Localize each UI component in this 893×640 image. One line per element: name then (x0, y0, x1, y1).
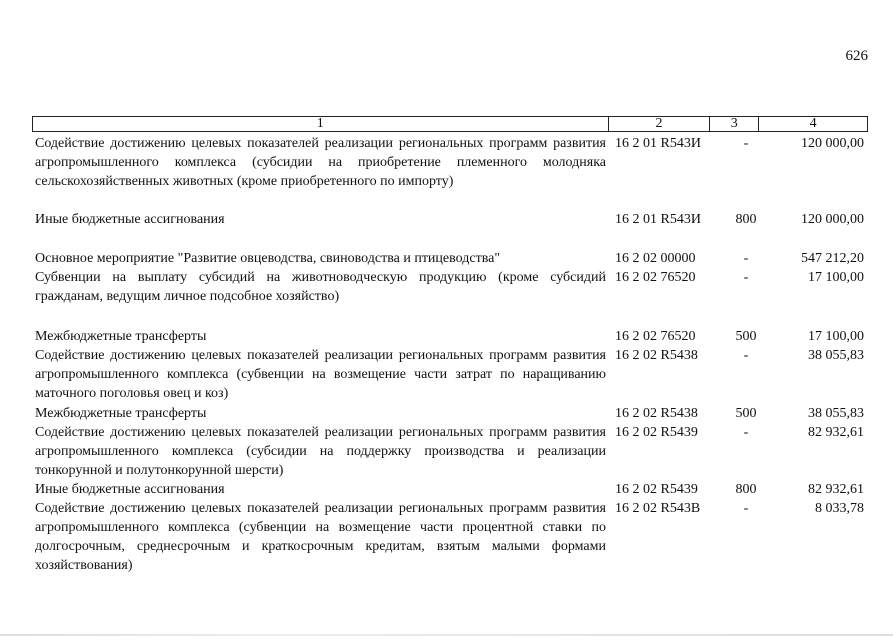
row-description: Содействие достижению целевых показателей реализации региональных программ развития агропромышленного комплекса (субсидии на приобретение племенного молодняка сельскохозяйственных животных (кроме приобретенного по импорту) (35, 136, 606, 189)
row-type: - (743, 136, 749, 151)
row-type: - (743, 251, 749, 266)
row-type: - (743, 501, 749, 516)
row-amount: 17 100,00 (808, 329, 864, 344)
column-header-2: 2 (608, 117, 710, 132)
row-description: Основное мероприятие "Развитие овцеводства, свиноводства и птицеводства" (35, 251, 501, 266)
row-amount: 120 000,00 (801, 212, 864, 227)
row-code: 16 2 02 00000 (615, 251, 696, 266)
row-code: 16 2 02 R5439 (615, 482, 698, 497)
row-type: - (743, 270, 749, 285)
row-code: 16 2 02 R5438 (615, 348, 698, 363)
row-amount: 82 932,61 (808, 425, 864, 440)
column-header-3: 3 (710, 117, 759, 132)
row-amount: 547 212,20 (801, 251, 864, 266)
row-type: 800 (735, 212, 757, 227)
row-code: 16 2 02 R5439 (615, 425, 698, 440)
row-code: 16 2 02 R543В (615, 501, 701, 516)
row-code: 16 2 02 76520 (615, 329, 696, 344)
row-amount: 38 055,83 (808, 348, 864, 363)
row-code: 16 2 02 R5438 (615, 406, 698, 421)
row-description: Содействие достижению целевых показателей реализации региональных программ развития агропромышленного комплекса (субвенции на возмещение части процентной ставки по долгосрочным, среднесрочным и краткосрочным кредитам, взятым малыми формами хозяйствования) (35, 501, 606, 573)
row-amount: 120 000,00 (801, 136, 864, 151)
row-description: Межбюджетные трансферты (35, 329, 207, 344)
row-description: Субвенции на выплату субсидий на животноводческую продукцию (кроме субсидий гражданам, ведущим личное подсобное хозяйство) (35, 270, 606, 304)
row-amount: 8 033,78 (815, 501, 864, 516)
column-header-1: 1 (33, 117, 609, 132)
row-type: 800 (735, 482, 757, 497)
row-type: - (743, 348, 749, 363)
row-code: 16 2 02 76520 (615, 270, 696, 285)
row-amount: 17 100,00 (808, 270, 864, 285)
row-amount: 82 932,61 (808, 482, 864, 497)
row-type: - (743, 425, 749, 440)
row-description: Содействие достижению целевых показателей реализации региональных программ развития агропромышленного комплекса (субвенции на возмещение части затрат по наращиванию маточного поголовья овец и коз) (35, 348, 606, 401)
row-type: 500 (735, 329, 757, 344)
column-header-4: 4 (759, 117, 868, 132)
row-type: 500 (735, 406, 757, 421)
row-description: Межбюджетные трансферты (35, 406, 207, 421)
row-code: 16 2 01 R543И (615, 212, 701, 227)
row-description: Иные бюджетные ассигнования (35, 212, 225, 227)
row-description: Содействие достижению целевых показателей реализации региональных программ развития агропромышленного комплекса (субсидии на поддержку производства и реализации тонкорунной и полутонкорунной шерсти) (35, 425, 606, 478)
row-code: 16 2 01 R543И (615, 136, 701, 151)
scan-artifact-line (0, 634, 893, 636)
row-description: Иные бюджетные ассигнования (35, 482, 225, 497)
page-number: 626 (845, 48, 868, 64)
row-amount: 38 055,83 (808, 406, 864, 421)
